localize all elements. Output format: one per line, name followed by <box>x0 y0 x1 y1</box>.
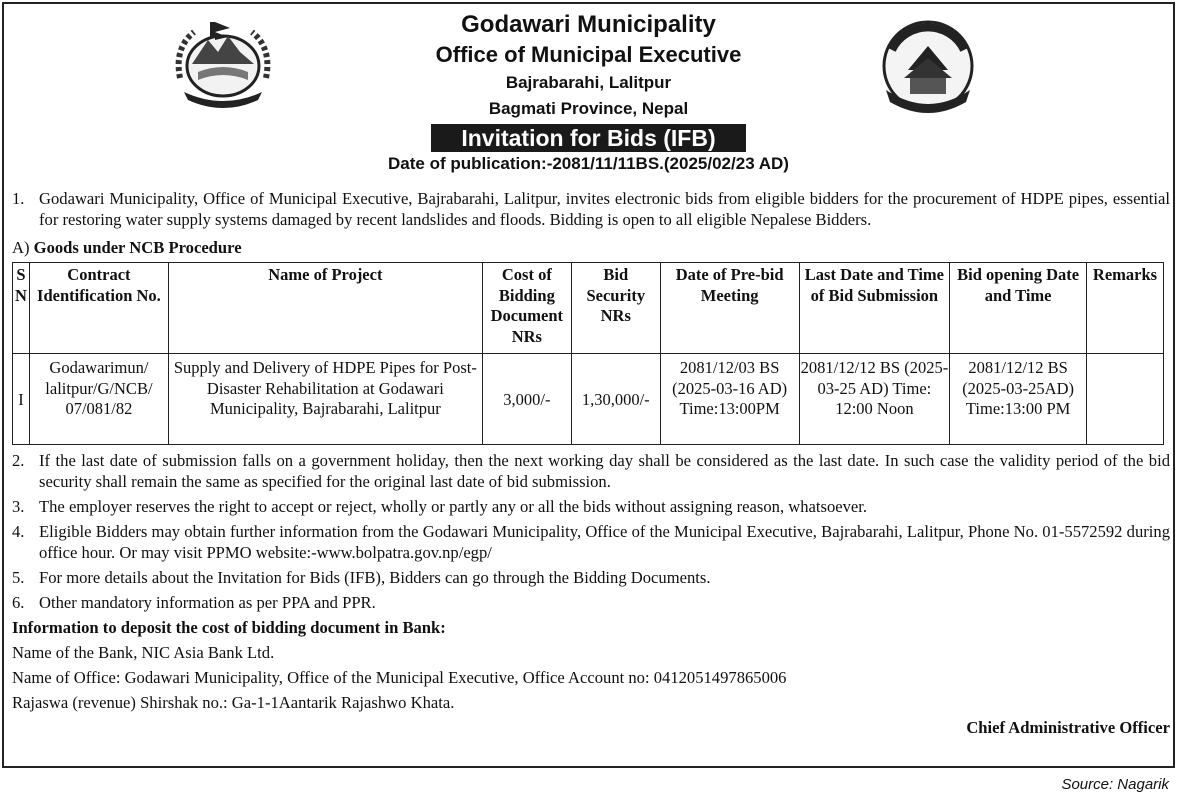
office-name: Office of Municipal Executive <box>435 42 742 67</box>
source-credit: Source: Nagarik <box>1061 776 1169 793</box>
point-number: 4. <box>12 522 25 541</box>
bank-office: Name of Office: Godawari Municipality, Office of the Municipal Executive, Office Account no: 0412051497865006 <box>12 668 787 687</box>
point-text: For more details about the Invitation for Bids (IFB), Bidders can go through the Bidding Documents. <box>39 568 711 587</box>
point-number: 1. <box>12 189 25 208</box>
table-row <box>13 354 1164 445</box>
col-remarks: Remarks <box>1086 263 1163 354</box>
cell-cost: 3,000/- <box>482 354 571 445</box>
point-number: 3. <box>12 497 25 516</box>
cell-remarks <box>1086 354 1163 445</box>
col-opening: Bid opening Date and Time <box>950 263 1087 354</box>
section-prefix: A) <box>12 238 30 257</box>
signature: Chief Administrative Officer <box>966 718 1170 737</box>
col-cost: Cost of Bidding Document NRs <box>482 263 571 354</box>
section-heading <box>12 237 1170 258</box>
point-2 <box>12 450 1170 492</box>
address: Bajrabarahi, Lalitpur <box>505 73 672 92</box>
point-number: 5. <box>12 568 25 587</box>
point-text: The employer reserves the right to accept or reject, wholly or partly any or all the bids without assigning reason, whatsoever. <box>39 497 868 516</box>
col-last-date: Last Date and Time of Bid Submission <box>799 263 950 354</box>
cell-project: Supply and Delivery of HDPE Pipes for Post-Disaster Rehabilitation at Godawari Municipality, Bajrabarahi, Lalitpur <box>168 354 482 445</box>
bank-heading: Information to deposit the cost of bidding document in Bank: <box>12 618 446 637</box>
org-name: Godawari Municipality <box>461 11 716 38</box>
notice-title: Invitation for Bids (IFB) <box>431 124 745 152</box>
point-4 <box>12 521 1170 563</box>
col-contract-id: Contract Identification No. <box>29 263 168 354</box>
point-text: Eligible Bidders may obtain further information from the Godawari Municipality, Office of the Municipal Executive, Bajrabarahi, Lalitpur, Phone No. 01-5572592 during office hour. Or may visit PPMO website:-www.bolpatra.gov.np/egp/ <box>39 522 1170 562</box>
publication-date: Date of publication:-2081/11/11BS.(2025/02/23 AD) <box>388 154 789 173</box>
table-header-row <box>13 263 1164 354</box>
point-1 <box>12 188 1170 230</box>
col-prebid: Date of Pre-bid Meeting <box>660 263 799 354</box>
bid-table <box>12 262 1164 445</box>
point-5 <box>12 567 1170 588</box>
notice-header <box>4 10 1173 176</box>
point-text: If the last date of submission falls on a government holiday, then the next working day shall be considered as the last date. In such case the validity period of the bid security shall remain the same as specified for the original last date of bid submission. <box>39 451 1170 491</box>
section-title: Goods under NCB Procedure <box>33 238 242 257</box>
notice-body <box>12 188 1170 738</box>
bank-revenue: Rajaswa (revenue) Shirshak no.: Ga-1-1Aantarik Rajashwo Khata. <box>12 693 455 712</box>
point-number: 6. <box>12 593 25 612</box>
cell-opening: 2081/12/12 BS (2025-03-25AD) Time:13:00 PM <box>950 354 1087 445</box>
point-text: Godawari Municipality, Office of Municipal Executive, Bajrabarahi, Lalitpur, invites electronic bids from eligible bidders for the procurement of HDPE pipes, essential for restoring water supply systems damaged by recent landslides and floods. Bidding is open to all eligible Nepalese Bidders. <box>39 189 1170 229</box>
bank-name: Name of the Bank, NIC Asia Bank Ltd. <box>12 643 275 662</box>
point-6 <box>12 592 1170 613</box>
col-security: Bid Security NRs <box>571 263 660 354</box>
province: Bagmati Province, Nepal <box>488 99 689 118</box>
col-sn: S N <box>13 263 30 354</box>
cell-last-date: 2081/12/12 BS (2025-03-25 AD) Time: 12:00 Noon <box>799 354 950 445</box>
col-project: Name of Project <box>168 263 482 354</box>
points-list <box>12 450 1170 613</box>
cell-contract-id: Godawarimun/ lalitpur/G/NCB/ 07/081/82 <box>29 354 168 445</box>
point-text: Other mandatory information as per PPA and PPR. <box>39 593 376 612</box>
notice-frame <box>2 2 1175 768</box>
cell-sn: I <box>13 354 30 445</box>
point-3 <box>12 496 1170 517</box>
point-number: 2. <box>12 451 25 470</box>
cell-prebid: 2081/12/03 BS (2025-03-16 AD) Time:13:00PM <box>660 354 799 445</box>
cell-security: 1,30,000/- <box>571 354 660 445</box>
